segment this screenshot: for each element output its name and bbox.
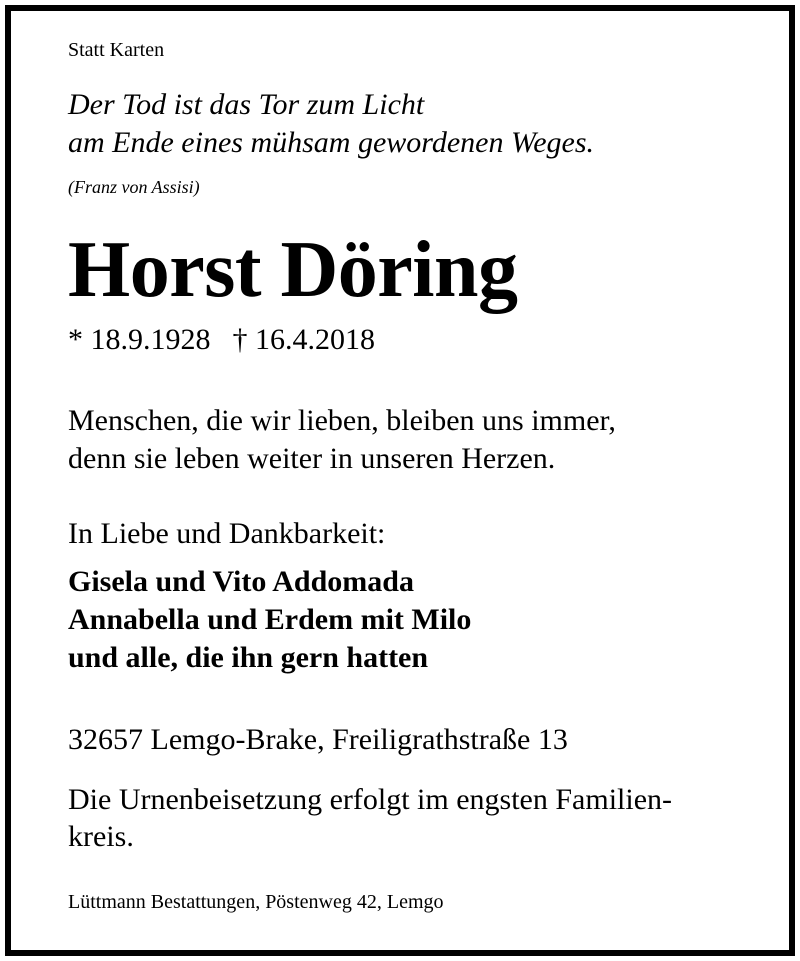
quote-source: (Franz von Assisi) [68,177,200,197]
quote-line-2: am Ende eines mühsam gewordenen Weges. [68,126,595,159]
mourner-name: Annabella und Erdem mit Milo [68,603,472,636]
burial-note-line-1: Die Urnenbeisetzung erfolgt im engsten Familien- [68,783,672,816]
quote-line-1: Der Tod ist das Tor zum Licht [68,88,425,121]
mourner-name: Gisela und Vito Addomada [68,565,414,598]
address: 32657 Lemgo-Brake, Freiligrathstraße 13 [68,723,568,756]
death-date: † 16.4.2018 [232,323,375,356]
burial-note-line-2: kreis. [68,820,134,853]
saying-line-1: Menschen, die wir lieben, bleiben uns immer, [68,404,616,437]
statt-karten-label: Statt Karten [68,39,165,61]
birth-date: * 18.9.1928 [68,323,211,356]
deceased-name: Horst Döring [68,226,518,314]
mourner-name: und alle, die ihn gern hatten [68,641,429,674]
undertaker-info: Lüttmann Bestattungen, Pöstenweg 42, Lemgo [68,891,444,913]
saying-line-2: denn sie leben weiter in unseren Herzen. [68,442,556,475]
life-dates [68,325,375,355]
mourners-intro: In Liebe und Dankbarkeit: [68,517,386,550]
